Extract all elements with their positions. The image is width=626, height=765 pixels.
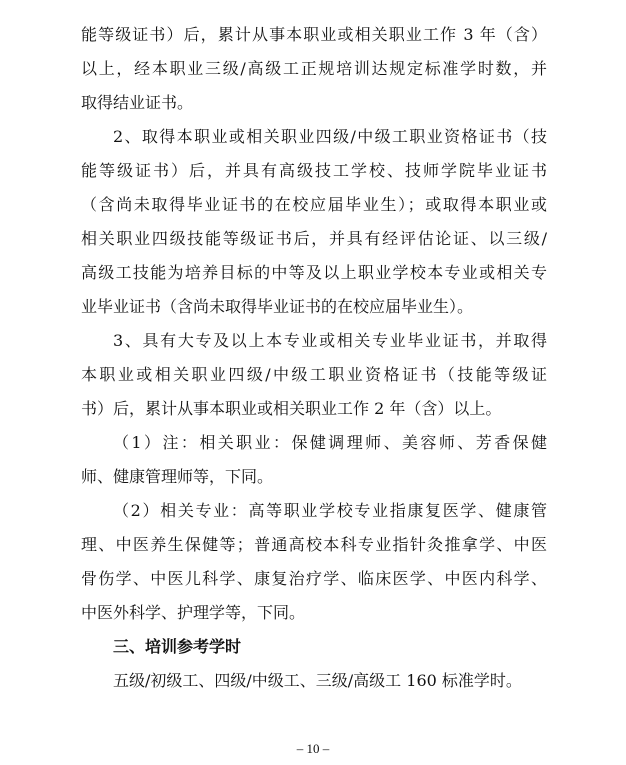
text-line: 师、健康管理师等，下同。: [81, 467, 274, 486]
text-line: 取得结业证书。: [81, 93, 194, 112]
training-hours-text: 五级/初级工、四级/中级工、三级/高级工 160 标准学时。: [113, 671, 522, 690]
text-line: （含尚未取得毕业证书的在校应届毕业生）；或取得本职业或: [81, 195, 547, 214]
text-line: 能等级证书）后，累计从事本职业或相关职业工作 3 年（含）: [81, 25, 547, 44]
text-line: 高级工技能为培养目标的中等及以上职业学校本专业或相关专: [81, 263, 547, 282]
section-heading: 三、培训参考学时: [113, 637, 242, 656]
note-related-majors: （2）相关专业：高等职业学校专业指康复医学、健康管: [113, 501, 547, 520]
text-line: 相关职业四级技能等级证书后，并具有经评估论证、以三级/: [81, 229, 547, 248]
text-line: 业毕业证书（含尚未取得毕业证书的在校应届毕业生）。: [81, 297, 474, 316]
text-line: 理、中医养生保健等；普通高校本科专业指针灸推拿学、中医: [81, 535, 547, 554]
text-line: 骨伤学、中医儿科学、康复治疗学、临床医学、中医内科学、: [81, 569, 547, 588]
text-line: 书）后，累计从事本职业或相关职业工作 2 年（含）以上。: [81, 399, 502, 418]
page-number: – 10 –: [296, 741, 330, 756]
text-line: 本职业或相关职业四级/中级工职业资格证书（技能等级证: [81, 365, 547, 384]
paragraph-item-2: 2、取得本职业或相关职业四级/中级工职业资格证书（技: [113, 127, 547, 146]
text-line: 能等级证书）后，并具有高级技工学校、技师学院毕业证书: [81, 161, 547, 180]
text-line: 中医外科学、护理学等，下同。: [81, 603, 306, 622]
paragraph-item-3: 3、具有大专及以上本专业或相关专业毕业证书，并取得: [113, 331, 547, 350]
text-line: 以上，经本职业三级/高级工正规培训达规定标准学时数，并: [81, 59, 547, 78]
note-related-occupations: （1）注：相关职业：保健调理师、美容师、芳香保健: [113, 433, 547, 452]
